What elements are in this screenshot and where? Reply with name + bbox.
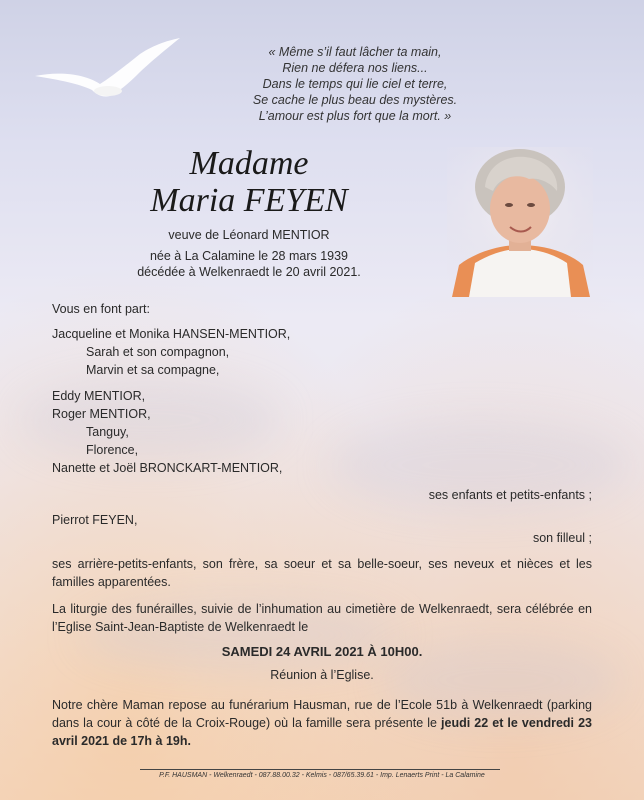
poem-line: L’amour est plus fort que la mort. » — [258, 109, 452, 123]
family-line: Jacqueline et Monika HANSEN-MENTIOR, — [52, 327, 291, 341]
family-line: Tanguy, — [86, 425, 129, 439]
poem-line: « Même s’il faut lâcher ta main, — [268, 45, 442, 59]
portrait-photo — [447, 147, 593, 297]
deceased-title: Madame — [189, 145, 309, 182]
family-line: Marvin et sa compagne, — [86, 363, 220, 377]
family-line: Nanette et Joël BRONCKART-MENTIOR, — [52, 461, 283, 475]
announce-text: Vous en font part: — [52, 302, 150, 316]
rest-text — [52, 696, 592, 750]
family-line: Eddy MENTIOR, — [52, 389, 146, 403]
poem-line: Rien ne défera nos liens... — [282, 61, 428, 75]
rest-text-regular: Notre chère Maman repose au funérarium Hausman, rue de l’Ecole 51b à Welkenraedt (parking dans la cour à côté de la Croix-Rouge) où la famille sera présente le — [52, 698, 592, 730]
godson-label: son filleul ; — [532, 531, 592, 545]
deceased-block — [120, 146, 378, 280]
birth-line: née à La Calamine le 28 mars 1939 — [149, 249, 349, 263]
footer-text: P.F. HAUSMAN - Welkenraedt - 087.88.00.32 - Kelmis - 087/65.39.61 - Imp. Lenaerts Print - La Calamine — [159, 772, 485, 779]
family-line: Sarah et son compagnon, — [86, 345, 230, 359]
seagull-image — [30, 36, 185, 106]
family-line: Roger MENTIOR, — [52, 407, 151, 421]
footer-divider — [140, 769, 500, 770]
poem-line: Dans le temps qui lie ciel et terre, — [262, 77, 448, 91]
ceremony-date: SAMEDI 24 AVRIL 2021 À 10H00. — [221, 644, 423, 659]
extended-family-text: ses arrière-petits-enfants, son frère, sa soeur et sa belle-soeur, ses neveux et nièces et les familles apparentées. — [52, 557, 592, 589]
poem-line: Se cache le plus beau des mystères. — [252, 93, 458, 107]
meeting-text: Réunion à l’Eglise. — [270, 668, 374, 682]
children-label: ses enfants et petits-enfants ; — [428, 488, 592, 502]
poem — [200, 44, 510, 124]
family-line: Florence, — [86, 443, 139, 457]
death-line: décédée à Welkenraedt le 20 avril 2021. — [137, 265, 361, 279]
family-line: Pierrot FEYEN, — [52, 513, 138, 527]
liturgy-text: La liturgie des funérailles, suivie de l’inhumation au cimetière de Welkenraedt, sera célébrée en l’Eglise Saint-Jean-Baptiste de Welkenraedt le — [52, 602, 592, 634]
widow-line: veuve de Léonard MENTIOR — [168, 228, 330, 242]
rest-text-dates: jeudi 22 et le vendredi 23 avril 2021 de 17h à 19h. — [52, 716, 592, 748]
deceased-name: Maria FEYEN — [150, 182, 348, 219]
